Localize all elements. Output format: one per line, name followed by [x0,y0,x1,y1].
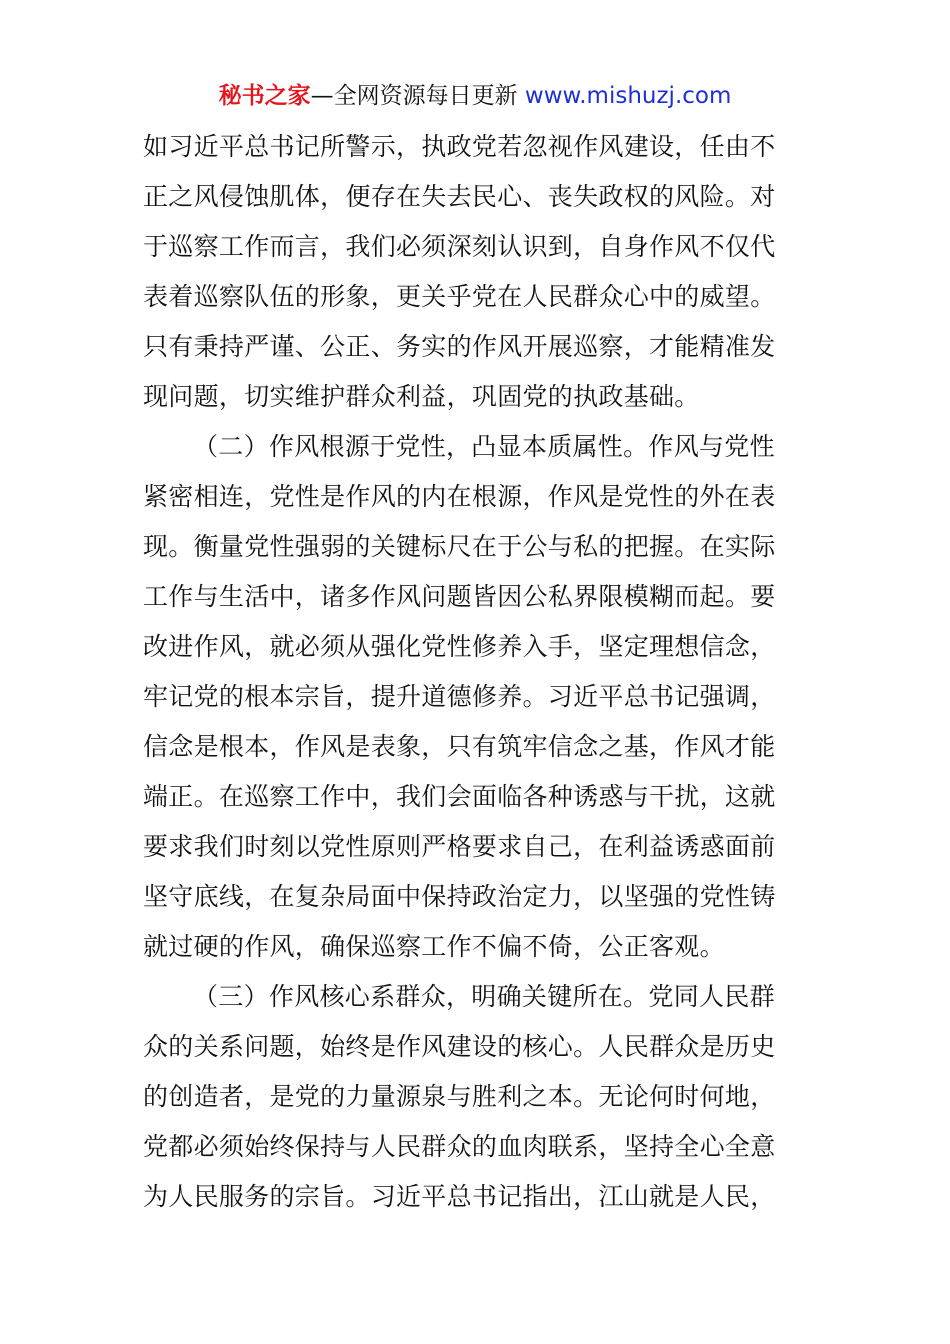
text-line: 的创造者，是党的力量源泉与胜利之本。无论何时何地， [143,1082,776,1111]
text-line: 紧密相连，党性是作风的内在根源，作风是党性的外在表 [143,482,776,511]
text-line: 为人民服务的宗旨。习近平总书记指出，江山就是人民， [143,1182,776,1211]
text-line: 于巡察工作而言，我们必须深刻认识到，自身作风不仅代 [143,232,776,261]
text-line: 如习近平总书记所警示，执政党若忽视作风建设，任由不 [143,132,776,161]
text-line: 改进作风，就必须从强化党性修养入手，坚定理想信念， [143,632,776,661]
header-tagline: —全网资源每日更新 [310,83,518,109]
section-heading-2: （二）作风根源于党性，凸显本质属性。作风与党性 [193,432,775,461]
text-line: 就过硬的作风，确保巡察工作不偏不倚，公正客观。 [143,932,725,961]
text-line: 正之风侵蚀肌体，便存在失去民心、丧失政权的风险。对 [143,182,776,211]
text-line: 现。衡量党性强弱的关键标尺在于公与私的把握。在实际 [143,532,776,561]
text-line: 牢记党的根本宗旨，提升道德修养。习近平总书记强调， [143,682,776,711]
text-line: 工作与生活中，诸多作风问题皆因公私界限模糊而起。要 [143,582,776,611]
text-line: 表着巡察队伍的形象，更关乎党在人民群众心中的威望。 [143,282,776,311]
site-url-link[interactable]: www.mishuzj.com [524,83,732,109]
text-line: 端正。在巡察工作中，我们会面临各种诱惑与干扰，这就 [143,782,776,811]
text-line: 众的关系问题，始终是作风建设的核心。人民群众是历史 [143,1032,776,1061]
text-line: 党都必须始终保持与人民群众的血肉联系，坚持全心全意 [143,1132,776,1161]
text-line: 只有秉持严谨、公正、务实的作风开展巡察，才能精准发 [143,332,776,361]
section-heading-3: （三）作风核心系群众，明确关键所在。党同人民群 [193,982,775,1011]
document-body [143,122,808,1222]
text-line: 信念是根本，作风是表象，只有筑牢信念之基，作风才能 [143,732,776,761]
text-line: 要求我们时刻以党性原则严格要求自己，在利益诱惑面前 [143,832,776,861]
site-header [0,80,950,112]
text-line: 现问题，切实维护群众利益，巩固党的执政基础。 [143,382,700,411]
text-line: 坚守底线，在复杂局面中保持政治定力，以坚强的党性铸 [143,882,776,911]
brand-name: 秘书之家 [218,83,311,109]
